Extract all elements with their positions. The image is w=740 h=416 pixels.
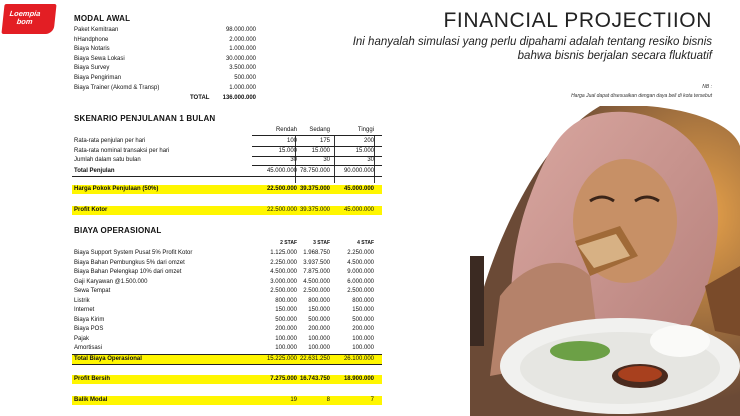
skenario-row-value: 15.000 bbox=[355, 147, 374, 154]
profit-bersih-label: Profit Bersih bbox=[74, 376, 111, 382]
operasional-row-value: 800.000 bbox=[308, 297, 330, 304]
operasional-row-value: 4.500.000 bbox=[347, 259, 374, 266]
operasional-row-label: Biaya POS bbox=[74, 326, 104, 332]
modal-item-value: 1.000.000 bbox=[229, 84, 256, 91]
operasional-row-label: Biaya Support System Pusat 5% Profit Kotor bbox=[74, 250, 193, 256]
operasional-row-label: Biaya Kirim bbox=[74, 316, 105, 323]
oper-total-value: 15.225.000 bbox=[266, 356, 297, 362]
modal-item-label: Biaya Trainer (Akomd & Transp) bbox=[74, 84, 160, 91]
highlight-bar bbox=[72, 206, 382, 215]
operasional-row-value: 4.500.000 bbox=[270, 269, 297, 275]
modal-item-label: Biaya Sewa Lokasi bbox=[74, 55, 125, 62]
operasional-row-value: 100.000 bbox=[352, 335, 374, 342]
operasional-row-label: Pajak bbox=[74, 335, 90, 342]
skenario-row-value: 30 bbox=[367, 157, 374, 163]
operasional-row-value: 2.500.000 bbox=[347, 288, 374, 294]
operasional-row-value: 1.125.000 bbox=[270, 250, 297, 256]
skenario-row-value: 15.000 bbox=[278, 147, 297, 154]
skenario-row-label: Rata-rata nominal transaksi per hari bbox=[74, 147, 170, 154]
balik-modal-value: 7 bbox=[370, 397, 374, 403]
operasional-row-value: 100.000 bbox=[308, 345, 330, 351]
skenario-col-header: Rendah bbox=[275, 127, 297, 133]
modal-item-value: 30.000.000 bbox=[225, 55, 256, 62]
price-note: Harga Jual dapat disesuaikan dengan daya beli di kota tersebut bbox=[571, 93, 712, 99]
skenario-total-value: 90.000.000 bbox=[343, 168, 374, 174]
operasional-row-value: 150.000 bbox=[352, 307, 374, 313]
operasional-row-value: 2.250.000 bbox=[347, 250, 374, 256]
brand-logo bbox=[1, 4, 56, 34]
operasional-row-value: 200.000 bbox=[308, 326, 330, 332]
profit-kotor-value: 45.000.000 bbox=[343, 207, 374, 213]
modal-total-label: TOTAL bbox=[190, 95, 210, 101]
modal-title: MODAL AWAL bbox=[74, 14, 131, 23]
operasional-row-value: 100.000 bbox=[352, 345, 374, 351]
skenario-total-label: Total Penjulan bbox=[74, 168, 115, 174]
operasional-row-value: 3.937.500 bbox=[303, 259, 330, 266]
skenario-total-value: 45.000.000 bbox=[266, 168, 297, 174]
highlight-bar bbox=[72, 375, 382, 384]
operasional-row-value: 7.875.000 bbox=[303, 269, 330, 275]
skenario-row-value: 15.000 bbox=[311, 147, 330, 154]
operasional-row-value: 3.000.000 bbox=[270, 278, 297, 285]
table-divider bbox=[72, 176, 382, 177]
logo-line-2: bom bbox=[16, 17, 34, 26]
balik-modal-value: 19 bbox=[290, 397, 297, 403]
modal-item-value: 2.000.000 bbox=[229, 36, 256, 43]
page-subtitle: Ini hanyalah simulasi yang perlu dipahami adalah tentang resiko bisnis bahwa bisnis berjalan secara fluktuatif bbox=[352, 36, 712, 62]
skenario-row-value: 30 bbox=[290, 157, 297, 163]
operasional-row-label: Listrik bbox=[74, 297, 90, 304]
operasional-title: BIAYA OPERASIONAL bbox=[74, 226, 162, 235]
table-divider bbox=[252, 135, 382, 136]
skenario-title: SKENARIO PENJULANAN 1 BULAN bbox=[74, 114, 216, 123]
skenario-row-label: Jumlah dalam satu bulan bbox=[74, 157, 141, 163]
profit-kotor-value: 39.375.000 bbox=[299, 207, 330, 213]
operasional-row-value: 150.000 bbox=[308, 307, 330, 313]
operasional-row-label: Biaya Bahan Pelengkap 10% dari omzet bbox=[74, 269, 182, 275]
skenario-col-header: Sedang bbox=[309, 127, 330, 133]
operasional-col-header: 2 STAF bbox=[280, 240, 297, 246]
profit-bersih-value: 16.743.750 bbox=[299, 376, 330, 382]
operasional-col-header: 4 STAF bbox=[357, 240, 374, 246]
skenario-row-value: 30 bbox=[323, 157, 330, 163]
skenario-total-value: 78.750.000 bbox=[299, 168, 330, 174]
hpp-label: Harga Pokok Penjulaan (50%) bbox=[74, 186, 159, 192]
nb-label: NB : bbox=[702, 84, 712, 90]
operasional-row-value: 200.000 bbox=[352, 326, 374, 332]
operasional-row-value: 500.000 bbox=[308, 316, 330, 323]
operasional-row-value: 2.500.000 bbox=[270, 288, 297, 294]
operasional-row-label: Amortisasi bbox=[74, 345, 103, 351]
woman-eating-photo bbox=[470, 106, 740, 416]
operasional-row-value: 500.000 bbox=[352, 316, 374, 323]
skenario-row-value: 175 bbox=[319, 138, 330, 144]
operasional-row-label: Internet bbox=[74, 307, 95, 313]
modal-item-label: hHandphone bbox=[74, 36, 109, 43]
modal-total-value: 136.000.000 bbox=[222, 95, 256, 101]
table-divider bbox=[72, 364, 382, 365]
operasional-row-value: 800.000 bbox=[275, 297, 297, 304]
profit-bersih-value: 18.900.000 bbox=[343, 376, 374, 382]
hpp-value: 45.000.000 bbox=[343, 186, 374, 192]
operasional-row-value: 9.000.000 bbox=[347, 269, 374, 275]
skenario-row-label: Rata-rata penjulan per hari bbox=[74, 138, 146, 144]
oper-total-label: Total Biaya Operasional bbox=[74, 356, 142, 362]
table-divider bbox=[252, 156, 382, 157]
oper-total-value: 22.631.250 bbox=[299, 356, 330, 362]
operasional-row-value: 150.000 bbox=[275, 307, 297, 313]
modal-item-label: Biaya Pengiriman bbox=[74, 75, 122, 81]
operasional-row-label: Gaji Karyawan @1.500.000 bbox=[74, 278, 148, 285]
skenario-col-header: Tinggi bbox=[357, 127, 374, 133]
balik-modal-label: Balik Modal bbox=[74, 397, 108, 403]
skenario-row-value: 200 bbox=[363, 138, 374, 144]
profit-kotor-value: 22.500.000 bbox=[266, 207, 297, 213]
modal-item-value: 500.000 bbox=[234, 75, 256, 81]
profit-kotor-label: Profit Kotor bbox=[74, 207, 108, 213]
modal-item-label: Biaya Notaris bbox=[74, 46, 110, 53]
operasional-row-value: 500.000 bbox=[275, 316, 297, 323]
hpp-value: 22.500.000 bbox=[266, 186, 297, 192]
skenario-row-value: 100 bbox=[286, 138, 297, 144]
operasional-row-value: 800.000 bbox=[352, 297, 374, 304]
operasional-row-label: Biaya Bahan Pembungkus 5% dari omzet bbox=[74, 259, 185, 266]
operasional-row-value: 1.968.750 bbox=[303, 250, 330, 256]
operasional-row-value: 2.500.000 bbox=[303, 288, 330, 294]
modal-item-value: 98.000.000 bbox=[225, 27, 256, 33]
modal-item-value: 1.000.000 bbox=[229, 46, 256, 53]
operasional-row-value: 100.000 bbox=[308, 335, 330, 342]
logo-line-1: Loempia bbox=[9, 9, 41, 18]
table-divider bbox=[252, 165, 382, 166]
highlight-bar bbox=[72, 396, 382, 405]
profit-bersih-value: 7.275.000 bbox=[270, 376, 297, 382]
modal-item-value: 3.500.000 bbox=[229, 65, 256, 72]
operasional-row-value: 100.000 bbox=[275, 335, 297, 342]
operasional-row-value: 200.000 bbox=[275, 326, 297, 332]
modal-item-label: Biaya Survey bbox=[74, 65, 110, 72]
operasional-row-label: Sewa Tempat bbox=[74, 288, 111, 294]
balik-modal-value: 8 bbox=[326, 397, 330, 403]
operasional-row-value: 4.500.000 bbox=[303, 278, 330, 285]
operasional-row-value: 2.250.000 bbox=[270, 259, 297, 266]
oper-total-value: 26.100.000 bbox=[343, 356, 374, 362]
hpp-value: 39.375.000 bbox=[299, 186, 330, 192]
operasional-row-value: 6.000.000 bbox=[347, 278, 374, 285]
page-title: FINANCIAL PROJECTIION bbox=[443, 9, 712, 32]
modal-item-label: Paket Kemitraan bbox=[74, 27, 119, 33]
operasional-row-value: 100.000 bbox=[275, 345, 297, 351]
operasional-col-header: 3 STAF bbox=[313, 240, 330, 246]
